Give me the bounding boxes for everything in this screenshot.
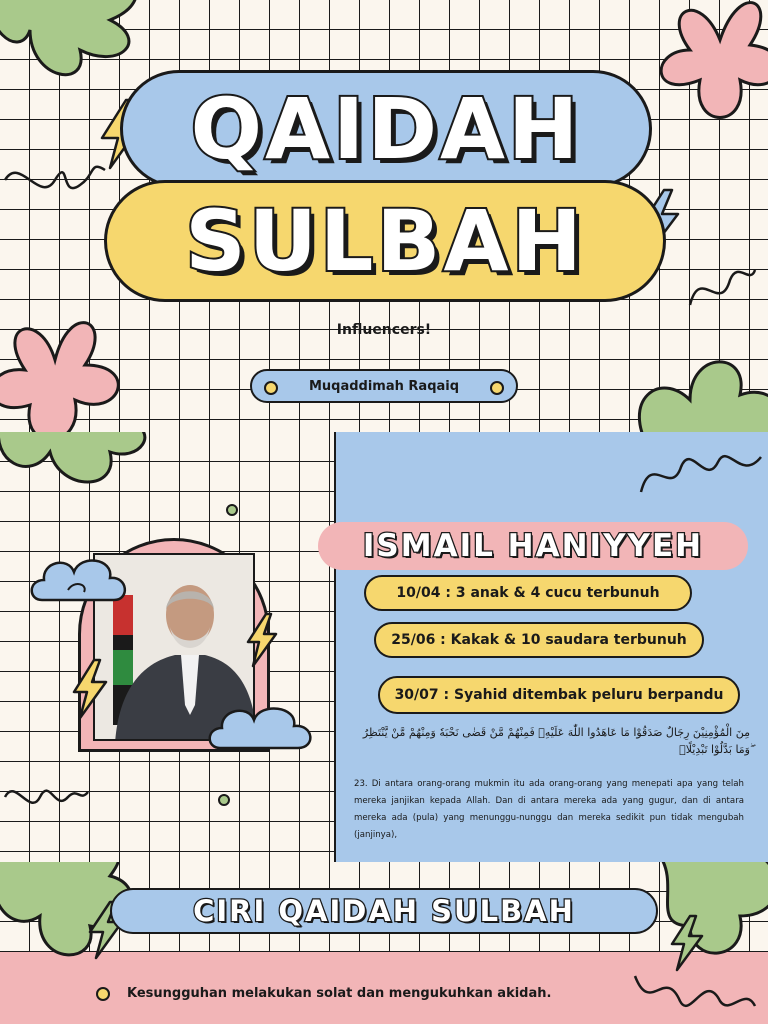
- scribble-decoration: [0, 772, 90, 822]
- tag-label: Muqaddimah Raqaiq: [308, 378, 460, 394]
- event-label: 10/04 : 3 anak & 4 cucu terbunuh: [396, 585, 660, 601]
- title-pill-blue: [120, 70, 652, 188]
- scribble-decoration: [630, 966, 760, 1022]
- dot-icon: [490, 381, 504, 395]
- quran-verse-translation: 23. Di antara orang-orang mukmin itu ada orang-orang yang menepati apa yang telah mereka janjikan kepada Allah. Dan di antara mereka ada yang gugur, dan di antara mereka ada (pula) yang menunggu-nunggu dan mereka sedikit pun tidak mengubah (janjinya),: [354, 779, 744, 840]
- green-flower-decoration: [620, 340, 768, 432]
- pink-flower-decoration: [650, 0, 768, 130]
- name-banner: [318, 522, 748, 570]
- ciri-point: Kesungguhan melakukan solat dan mengukuhkan akidah.: [127, 986, 552, 1001]
- ciri-heading: CIRI QAIDAH SULBAH: [193, 894, 575, 928]
- quran-verse-arabic: مِنَ الْمُؤْمِنِيْنَ رِجَالٌ صَدَقُوْا مَا عَاهَدُوا اللّٰهَ عَلَيْهِۚ فَمِنْهُمْ مَّنْ قَضٰى نَحْبَهٗ وَمِنْهُمْ مَّنْ يَّنْتَظِرُ ۖوَمَا بَدَّلُوْا تَبْدِيْلًاۙ: [362, 726, 750, 756]
- event-item: [378, 676, 740, 714]
- scribble-decoration: [680, 255, 760, 315]
- green-flower-decoration: [0, 432, 150, 502]
- event-item: [374, 622, 704, 658]
- lightning-bolt-icon: [244, 612, 280, 668]
- ciri-heading-pill: [110, 888, 658, 934]
- scribble-decoration: [0, 150, 110, 210]
- tag-pill: [250, 369, 518, 403]
- ciri-section: [0, 862, 768, 1024]
- event-label: 30/07 : Syahid ditembak peluru berpandu: [394, 687, 724, 703]
- dot-icon: [264, 381, 278, 395]
- dot-icon: [226, 504, 238, 516]
- bullet-icon: [96, 987, 110, 1001]
- subtitle: Influencers!: [336, 322, 432, 338]
- title-line-1: QAIDAH: [190, 80, 582, 178]
- person-name: ISMAIL HANIYYEH: [362, 528, 704, 564]
- cover-section: [0, 0, 768, 432]
- event-item: [364, 575, 692, 611]
- lightning-bolt-icon: [70, 658, 110, 720]
- scribble-decoration: [636, 442, 766, 502]
- profile-section: [0, 432, 768, 862]
- cloud-icon: [28, 550, 132, 612]
- cloud-icon: [206, 698, 318, 758]
- dot-icon: [218, 794, 230, 806]
- title-pill-yellow: [104, 180, 666, 302]
- title-line-2: SULBAH: [185, 192, 585, 290]
- lightning-bolt-icon: [668, 914, 706, 972]
- event-label: 25/06 : Kakak & 10 saudara terbunuh: [391, 632, 687, 648]
